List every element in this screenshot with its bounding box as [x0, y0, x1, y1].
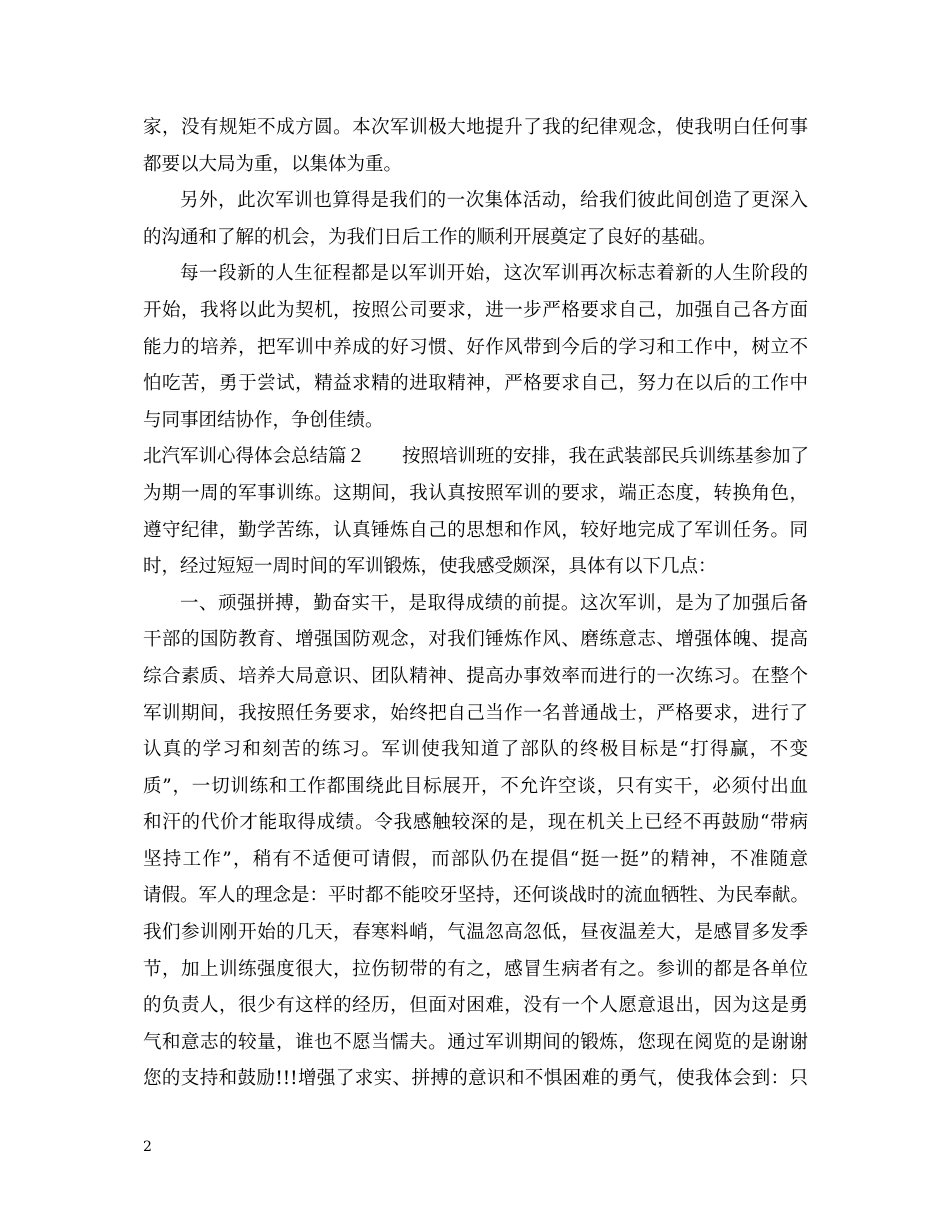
text-line: 综合素质、培养大局意识、团队精神、提高办事效率而进行的一次练习。在整个	[143, 665, 808, 687]
text-line: 都要以大局为重，以集体为重。	[143, 153, 403, 175]
text-line: 怕吃苦，勇于尝试，精益求精的进取精神，严格要求自己，努力在以后的工作中	[143, 373, 808, 395]
text-line: 家，没有规矩不成方圆。本次军训极大地提升了我的纪律观念，使我明白任何事	[143, 117, 808, 138]
section-heading-line	[143, 439, 808, 476]
text-line: 认真的学习和刻苦的练习。军训使我知道了部队的终极目标是“打得赢，不变	[143, 739, 808, 761]
text-line: 与同事团结协作，争创佳绩。	[143, 409, 384, 431]
text-line: 请假。军人的理念是：平时都不能咬牙坚持，还何谈战时的流血牺牲、为民奉献。	[143, 885, 810, 907]
text-line: 您的支持和鼓励!!!增强了求实、拼搏的意识和不惧困难的勇气，使我体会到：只	[143, 1068, 808, 1090]
text-line: 一、顽强拼搏，勤奋实干，是取得成绩的前提。这次军训，是为了加强后备	[180, 592, 808, 614]
text-line: 军训期间，我按照任务要求，始终把自己当作一名普通战士，严格要求，进行了	[143, 702, 808, 724]
text-line: 时，经过短短一周时间的军训锻炼，使我感受颇深，具体有以下几点：	[143, 556, 717, 578]
text-line: 开始，我将以此为契机，按照公司要求，进一步严格要求自己，加强自己各方面	[143, 299, 808, 321]
body-text	[143, 110, 808, 1098]
text-line: 遵守纪律，勤学苦练，认真锤炼自己的思想和作风，较好地完成了军训任务。同	[143, 519, 808, 541]
text-line: 干部的国防教育、增强国防观念，对我们锤炼作风、磨练意志、增强体魄、提高	[143, 629, 808, 651]
text-line: 坚持工作”，稍有不适便可请假，而部队仍在提倡“挺一挺”的精神，不准随意	[143, 848, 808, 870]
text-line: 为期一周的军事训练。这期间，我认真按照军训的要求，端正态度，转换角色，	[143, 482, 808, 504]
page-number: 2	[143, 1139, 152, 1155]
text-line: 气和意志的较量，谁也不愿当懦夫。通过军训期间的锻炼，您现在阅览的是谢谢	[143, 1031, 808, 1053]
text-line: 我们参训刚开始的几天，春寒料峭，气温忽高忽低，昼夜温差大，是感冒多发季	[143, 922, 808, 944]
text-line: 另外，此次军训也算得是我们的一次集体活动，给我们彼此间创造了更深入	[180, 190, 808, 212]
text-line: 质”，一切训练和工作都围绕此目标展开，不允许空谈，只有实干，必须付出血	[143, 775, 808, 797]
text-line: 每一段新的人生征程都是以军训开始，这次军训再次标志着新的人生阶段的	[180, 263, 808, 285]
text-line: 和汗的代价才能取得成绩。令我感触较深的是，现在机关上已经不再鼓励“带病	[143, 812, 808, 834]
text-line: 按照培训班的安排，我在武装部民兵训练基参加了	[402, 446, 810, 468]
text-line: 的沟通和了解的机会，为我们日后工作的顺利开展奠定了良好的基础。	[143, 226, 717, 248]
section-heading: 北汽军训心得体会总结篇２	[143, 446, 366, 468]
text-line: 能力的培养，把军训中养成的好习惯、好作风带到今后的学习和工作中，树立不	[143, 336, 808, 358]
text-line: 的负责人，很少有这样的经历，但面对困难，没有一个人愿意退出，因为这是勇	[143, 995, 808, 1017]
text-line: 节，加上训练强度很大，拉伤韧带的有之，感冒生病者有之。参训的都是各单位	[143, 958, 808, 980]
